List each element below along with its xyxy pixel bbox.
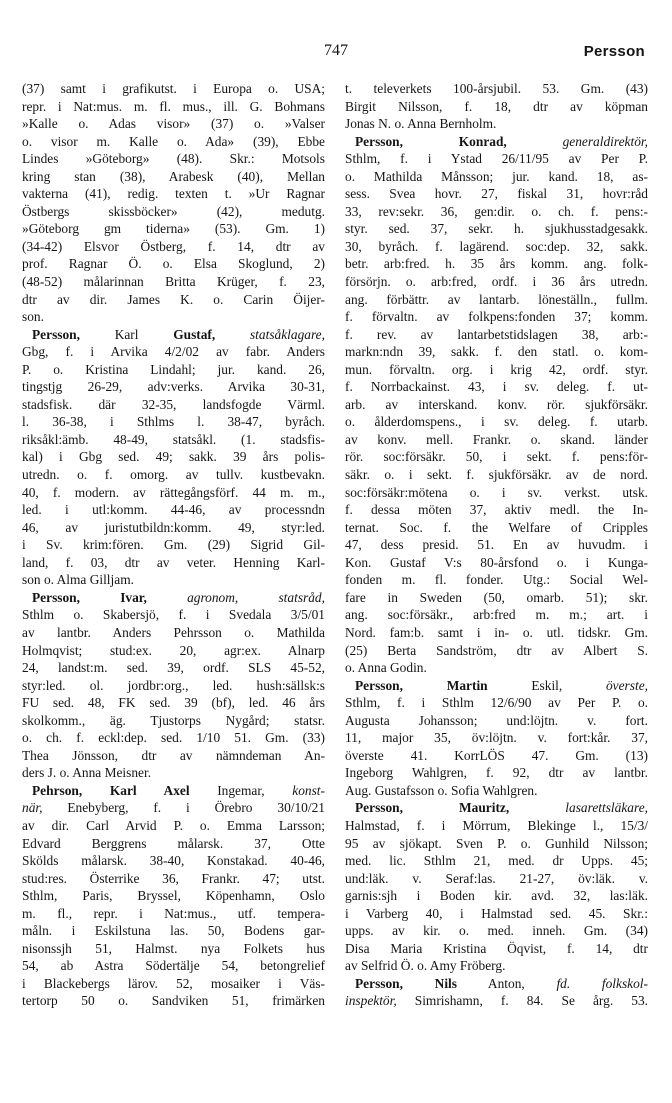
text-segment: o. ålderdomspens., i sv. deleg. f. utarb.: [345, 414, 648, 430]
text-segment: Sthlm o. Skabersjö, f. i Svedala 3/5/01: [22, 607, 325, 623]
text-segment: Jonas N. o. Anna Bernholm.: [345, 116, 497, 132]
text-line: [345, 291, 648, 309]
text-segment: Skölds målarsk. 38-40, Konstakad. 40-46,: [22, 853, 325, 869]
entry-name: Pehrson, Karl Axel: [32, 782, 190, 798]
text-segment: f. dessa möten 37, aktiv medl. the In-: [345, 502, 648, 518]
text-line: [345, 255, 648, 273]
text-line: [345, 922, 648, 940]
text-segment: i Sv. krim:fören. Gm. (29) Sigrid Gil-: [22, 537, 325, 553]
text-segment: »Göteborg gm tiderna» (53). Gm. 1): [22, 221, 325, 237]
entry-name: Persson, Mauritz,: [355, 800, 510, 816]
text-segment: Edvard Berggrens målarsk. 37, Otte: [22, 835, 325, 851]
text-segment: av konv. mell. Frankr. o. skand. länder: [345, 431, 648, 447]
text-segment: i Blackebergs lärov. 52, mosaiker i Väs-: [22, 975, 325, 991]
text-line: [22, 957, 325, 975]
text-segment: Sthlm, f. i Sthlm 12/6/90 av Per P. o.: [345, 695, 648, 711]
text-segment: soc:försäkr:mötena o. i sv. verkst. utsk.: [345, 484, 648, 500]
text-line: [345, 747, 648, 765]
text-segment: (25) Berta Sandström, dtr av Albert S.: [345, 642, 648, 658]
entry-title: lasarettsläkare,: [565, 800, 648, 816]
text-line: [345, 764, 648, 782]
text-line: [345, 343, 648, 361]
text-line: [345, 835, 648, 853]
text-segment: o. Anna Godin.: [345, 660, 427, 676]
text-line: [345, 448, 648, 466]
text-segment: kal) i Gbg sed. 49; sakk. 39 års polis-: [22, 449, 325, 465]
text-line: [22, 308, 325, 326]
text-segment: skolkomm., äg. Tjustorps Nygård; statsr.: [22, 712, 325, 728]
text-line: [22, 642, 325, 660]
text-line: [22, 870, 325, 888]
text-line: [345, 501, 648, 519]
text-segment: upps. av kir. o. med. inneh. Gm. (34): [345, 923, 648, 939]
text-line: [22, 852, 325, 870]
text-segment: (48-52) målarinnan Britta Krüger, f. 23,: [22, 274, 325, 290]
text-segment: Disa Maria Kristina Öqvist, f. 14, dtr: [345, 940, 648, 956]
entry-title: inspektör,: [345, 993, 397, 1009]
text-line: [22, 203, 325, 221]
text-segment: ang. soc:försäkr., arb:fred m. m.; art. i: [345, 607, 648, 623]
entry-title: agronom, statsråd,: [187, 589, 325, 605]
text-segment: kring stan (38), Arabesk (40), Mellan: [22, 168, 325, 184]
text-line: [345, 203, 648, 221]
text-segment: markn:ndn 39, sakk. f. den statl. o. kom-: [345, 344, 648, 360]
text-segment: säkr. o. i sekt. f. sjukförsäkr. av de nord.: [345, 467, 648, 483]
text-segment: vakterna (41), redig. texten t. »Ur Ragnar: [22, 186, 325, 202]
text-line: [22, 519, 325, 537]
text-segment: av Selfrid Ö. o. Amy Fröberg.: [345, 958, 506, 974]
entry-title: när,: [22, 800, 43, 816]
entry-heading-line: [345, 133, 648, 151]
text-segment: sess. Svea hovr. 27, fiskal 31, hovr:råd: [345, 186, 648, 202]
text-segment: (34-42) Elsvor Östberg, f. 14, dtr av: [22, 238, 325, 254]
text-segment: Augusta Johansson; und:löjtn. v. fort.: [345, 712, 648, 728]
entry-heading-line: [22, 589, 325, 607]
text-segment: arb. av interskand. konv. rör. sjukförsäkr.: [345, 396, 648, 412]
text-line: [345, 887, 648, 905]
text-line: [22, 80, 325, 98]
text-line: [345, 308, 648, 326]
text-line: [22, 975, 325, 993]
text-segment: Birgit Nilsson, f. 18, dtr av köpman: [345, 98, 648, 114]
text-segment: [80, 590, 120, 605]
text-segment: försörjn. o. arb:fred, ordf. i 36 års utredn.: [345, 274, 648, 290]
text-segment: fare in Sweden (50, omarb. 51); skr.: [345, 589, 648, 605]
text-segment: FU sed. 48, FK sed. 39 (bf), led. 46 års: [22, 695, 325, 711]
text-line: [22, 729, 325, 747]
text-segment: av dir. Carl Arvid P. o. Emma Larsson;: [22, 817, 325, 833]
text-segment: stud:res. Österrike 36, Frankr. 47; utst.: [22, 870, 325, 886]
text-line: [22, 150, 325, 168]
text-line: [345, 589, 648, 607]
text-line: [345, 852, 648, 870]
text-segment: styr. sed. 37, sekr. h. sjukhusstadgesakk.: [345, 221, 648, 237]
text-line: [22, 747, 325, 765]
text-line: [22, 659, 325, 677]
text-line: [345, 80, 648, 98]
text-line: [345, 361, 648, 379]
text-segment: Sthlm, f. i Ystad 26/11/95 av Per P.: [345, 151, 648, 167]
entry-title: konst-: [292, 782, 325, 798]
text-line: [345, 519, 648, 537]
text-line: [345, 712, 648, 730]
running-head: Persson: [583, 43, 645, 60]
text-segment: ang. förbättr. av lantarb. löneställn., fullm.: [345, 291, 648, 307]
entry-heading-line: [22, 326, 325, 344]
text-segment: [507, 134, 563, 149]
entry-heading-line: [22, 782, 325, 800]
text-line: [22, 378, 325, 396]
entry-name: Persson, Nils: [355, 975, 457, 991]
text-segment: o. visor m. Kalle o. Ada» (39), Ebbe: [22, 133, 325, 149]
text-segment: [509, 800, 565, 815]
text-line: [345, 115, 648, 133]
text-line: [22, 466, 325, 484]
text-line: [22, 396, 325, 414]
text-line: [345, 817, 648, 835]
text-line: [345, 905, 648, 923]
text-line: [22, 799, 325, 817]
text-segment: måln. i Eskilstuna las. 50, Bodens gar-: [22, 923, 325, 939]
text-segment: Simrishamn, f. 84. Se årg. 53.: [396, 993, 648, 1009]
text-segment: Thea Jönsson, dtr av nämndeman An-: [22, 747, 325, 763]
text-line: [345, 659, 648, 677]
text-line: [22, 536, 325, 554]
text-line: [22, 571, 325, 589]
text-line: [22, 905, 325, 923]
text-line: [22, 817, 325, 835]
text-line: [22, 922, 325, 940]
text-segment: Kon. Gustaf V:s 80-årsfond o. i Kunga-: [345, 554, 648, 570]
text-line: [345, 185, 648, 203]
text-segment: Ingemar,: [189, 782, 293, 798]
text-segment: riksåkl:ämb. 48-49, statsåkl. (1. stadsfis-: [22, 431, 325, 447]
entry-title: överste,: [605, 677, 648, 693]
text-line: [345, 466, 648, 484]
text-line: [345, 413, 648, 431]
right-column: [345, 80, 648, 1010]
text-line: [22, 220, 325, 238]
text-line: [22, 413, 325, 431]
text-segment: »Kalle o. Adas visor» (37) o. »Valser: [22, 116, 325, 132]
text-line: [345, 624, 648, 642]
text-segment: utredn. o. f. omorg. av tullv. kustbevakn.: [22, 467, 325, 483]
text-line: [22, 98, 325, 116]
text-segment: t. televerkets 100-årsjubil. 53. Gm. (43): [345, 81, 648, 96]
text-segment: repr. i Nat:mus. m. fl. mus., ill. G. Bohmans: [22, 98, 325, 114]
text-segment: Gbg, f. i Arvika 4/2/02 av fabr. Anders: [22, 344, 325, 360]
entry-title: statsåklagare,: [249, 326, 325, 342]
text-line: [345, 326, 648, 344]
text-segment: Enebyberg, f. i Örebro 30/10/21: [42, 800, 325, 816]
text-line: [345, 606, 648, 624]
text-segment: led. i utl:komm. 44-46, av processndn: [22, 502, 325, 518]
text-line: [345, 729, 648, 747]
text-segment: med. lic. Sthlm 21, med. dr Upps. 45;: [345, 853, 648, 869]
entry-name: Persson,: [32, 589, 80, 605]
text-segment: land, f. 03, dtr av veter. Henning Karl-: [22, 554, 325, 570]
text-segment: [147, 590, 187, 605]
text-segment: 30, byråch. f. lagärend. soc:dep. 32, sakk.: [345, 238, 648, 254]
text-line: [22, 712, 325, 730]
entry-name: Gustaf,: [173, 326, 216, 342]
text-segment: 54, ab Astra Södertälje 54, betongrelief: [22, 958, 325, 974]
entry-heading-line: [345, 677, 648, 695]
text-segment: Halmstad, f. i Mörrum, Blekinge l., 15/3/: [345, 817, 648, 833]
text-segment: tingstjg 26-29, adv:verks. Arvika 30-31,: [22, 379, 325, 395]
text-segment: rör. soc:försäkr. 50, i sekt. f. pens:för-: [345, 449, 648, 465]
entry-title: fd. folkskol-: [556, 975, 648, 991]
text-segment: 95 av sjökapt. Sven P. o. Gunhild Nilsson;: [345, 835, 648, 851]
text-segment: Eskil,: [487, 677, 606, 693]
text-segment: 47, dess presid. 51. En av huvudm. i: [345, 537, 648, 553]
text-segment: Karl: [79, 326, 174, 342]
text-line: [22, 185, 325, 203]
text-segment: betr. arb:fred. h. 35 års komm. ang. folk-: [345, 256, 648, 272]
text-segment: 46, av juristutbildn:komm. 49, styr:led.: [22, 519, 325, 535]
text-line: [22, 940, 325, 958]
text-segment: Östbergs skissböcker» (42), medutg.: [22, 203, 325, 219]
text-line: [22, 992, 325, 1010]
text-segment: 24, landst:m. sed. 39, ordf. SLS 45-52,: [22, 660, 325, 676]
text-segment: fonden m. fl. fonder. Utg.: Social Wel-: [345, 572, 648, 588]
text-line: [345, 642, 648, 660]
text-segment: son.: [22, 309, 44, 325]
entry-heading-line: [345, 799, 648, 817]
text-segment: f. rev. av lantarbetstidslagen 38, arb:-: [345, 326, 648, 342]
text-line: [345, 870, 648, 888]
text-segment: f. förvaltn. av folkpens:fonden 37; komm.: [345, 309, 648, 325]
text-segment: Aug. Gustafsson o. Sofia Wahlgren.: [345, 782, 538, 798]
text-line: [22, 431, 325, 449]
text-segment: f. Norrbackainst. 43, i sv. deleg. f. ut-: [345, 379, 648, 395]
text-line: [22, 448, 325, 466]
text-line: [22, 606, 325, 624]
entry-name: Persson,: [32, 326, 80, 342]
text-segment: ders J. o. Anna Meisner.: [22, 765, 152, 781]
text-line: [345, 396, 648, 414]
text-segment: Ingeborg Wahlgren, f. 92, dtr av lantbr.: [345, 765, 648, 781]
text-line: [22, 624, 325, 642]
text-line: [22, 764, 325, 782]
text-line: [22, 115, 325, 133]
text-line: [345, 378, 648, 396]
text-segment: av lantbr. Anders Pehrsson o. Mathilda: [22, 624, 325, 640]
text-line: [345, 168, 648, 186]
text-line: [345, 431, 648, 449]
text-line: [22, 694, 325, 712]
entry-heading-line: [345, 975, 648, 993]
text-line: [345, 992, 648, 1010]
text-line: [345, 554, 648, 572]
text-segment: [215, 327, 250, 342]
text-line: [345, 238, 648, 256]
text-line: [345, 273, 648, 291]
text-line: [22, 887, 325, 905]
text-line: [345, 484, 648, 502]
text-segment: ternat. Soc. f. the Welfare of Cripples: [345, 519, 648, 535]
text-line: [22, 554, 325, 572]
text-line: [22, 484, 325, 502]
text-line: [22, 238, 325, 256]
text-line: [345, 220, 648, 238]
text-line: [345, 782, 648, 800]
text-line: [345, 536, 648, 554]
text-line: [22, 255, 325, 273]
text-segment: P. o. Kristina Lindahl; jur. kand. 26,: [22, 361, 325, 377]
text-line: [22, 343, 325, 361]
text-line: [345, 940, 648, 958]
text-line: [345, 957, 648, 975]
text-segment: garnis:sjh i Boden kir. avd. 32, las:läk.: [345, 888, 648, 904]
text-line: [345, 571, 648, 589]
text-segment: nisonssjh 51, Halmst. nya Folkets hus: [22, 940, 325, 956]
text-line: [22, 835, 325, 853]
text-segment: stadsfisk. där 32-35, landsfogde Värml.: [22, 396, 325, 412]
text-segment: prof. Ragnar Ö. o. Elsa Skoglund, 2): [22, 256, 325, 272]
text-line: [22, 361, 325, 379]
text-segment: Lindes »Göteborg» (48). Skr.: Motsols: [22, 151, 325, 167]
entry-name: Persson, Martin: [355, 677, 488, 693]
text-segment: Sthlm, Paris, Bryssel, Köpenhamn, Oslo: [22, 888, 325, 904]
text-segment: o. Mathilda Månsson; jur. kand. 18, as-: [345, 168, 648, 184]
text-segment: mun. förvaltn. org. i krig 42, ordf. styr.: [345, 361, 648, 377]
text-line: [22, 677, 325, 695]
entry-name: Ivar,: [120, 589, 147, 605]
text-segment: 40, f. modern. av rättegångsförf. 44 m. m.,: [22, 484, 325, 500]
text-segment: (37) samt i grafikutst. i Europa o. USA;: [22, 81, 325, 96]
text-line: [345, 98, 648, 116]
text-line: [345, 694, 648, 712]
text-segment: m. fl., repr. i Nat:mus., utf. tempera-: [22, 905, 325, 921]
text-segment: son o. Alma Gilljam.: [22, 572, 134, 588]
text-segment: överste 41. KorrLÖS 47. Gm. (13): [345, 747, 648, 763]
text-segment: Holmqvist; stud:ex. 20, agr:ex. Alnarp: [22, 642, 325, 658]
text-segment: Nord. fam:b. samt i in- o. utl. tidskr. Gm.: [345, 624, 648, 640]
text-line: [345, 150, 648, 168]
text-segment: tertorp 50 o. Sandviken 51, frimärken: [22, 993, 325, 1009]
text-segment: 11, major 35, öv:löjtn. v. fort:kår. 37,: [345, 730, 648, 746]
text-line: [22, 291, 325, 309]
entry-title: generaldirektör,: [562, 133, 648, 149]
text-segment: styr:led. ol. jordbr:org., led. hush:sällsk:s: [22, 677, 325, 693]
text-segment: dtr av dir. James K. o. Carin Öijer-: [22, 291, 325, 307]
text-line: [22, 168, 325, 186]
text-line: [22, 273, 325, 291]
text-segment: l. 36-38, i Sthlms l. 38-47, byråch.: [22, 414, 325, 430]
text-line: [22, 501, 325, 519]
page-header: [0, 40, 672, 70]
text-line: [22, 133, 325, 151]
text-segment: 33, rev:sekr. 36, gen:dir. o. ch. f. pens:-: [345, 203, 648, 219]
page-number: 747: [324, 42, 348, 59]
left-column: [22, 80, 325, 1010]
text-segment: und:läk. v. Seraf:las. 21-27, öv:läk. v.: [345, 870, 648, 886]
entry-name: Persson, Konrad,: [355, 133, 507, 149]
text-segment: o. ch. f. eckl:dep. sed. 1/10 51. Gm. (33): [22, 730, 325, 746]
text-segment: i Varberg 40, i Halmstad sed. 45. Skr.:: [345, 905, 648, 921]
text-segment: Anton,: [456, 975, 557, 991]
